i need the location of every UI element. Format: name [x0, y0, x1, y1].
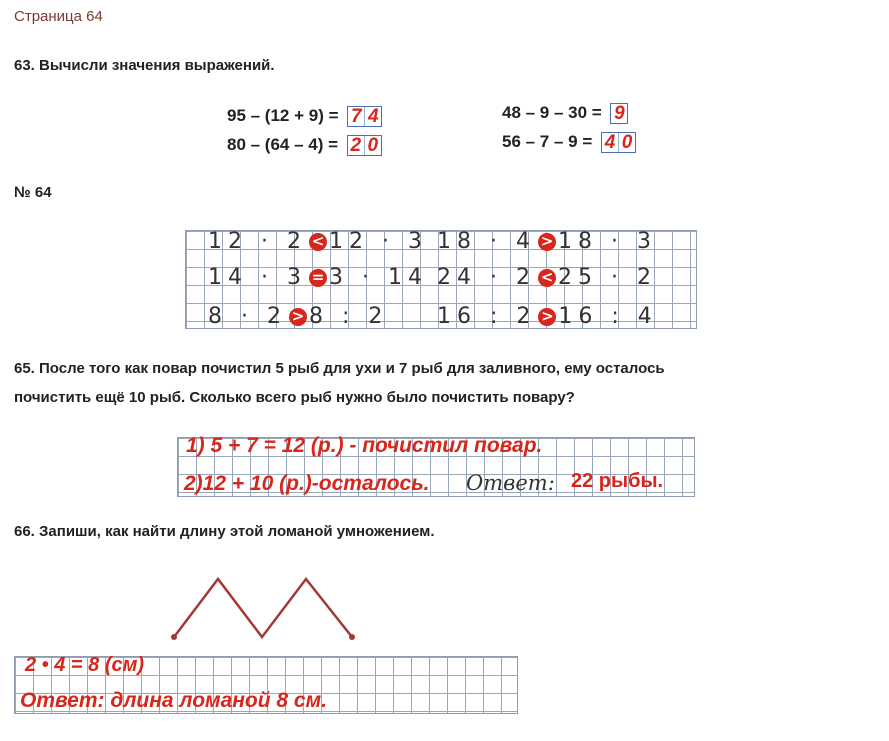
comparison-sign: <: [538, 269, 556, 287]
answer-digit: 0: [621, 132, 633, 154]
endpoint-dot: [171, 634, 177, 640]
endpoint-dot: [349, 634, 355, 640]
comparison-sign: >: [538, 233, 556, 251]
task-66-title: 66. Запиши, как найти длину этой ломаной умножением.: [14, 523, 435, 540]
operand: 8 · 2: [208, 304, 287, 329]
operand: 14 · 3: [208, 265, 307, 290]
task-64-title: № 64: [14, 184, 52, 201]
answer-digit: 4: [367, 106, 379, 128]
expression-text: 95 – (12 + 9) =: [227, 106, 339, 125]
answer-digit: 4: [602, 133, 619, 152]
operand: 8 : 2: [308, 304, 389, 329]
operand: 16 : 4: [558, 304, 658, 329]
comparison-sign: =: [309, 269, 327, 287]
operand: 25 · 2: [557, 265, 657, 290]
operand: 18 · 3: [557, 229, 657, 254]
expression-text: 80 – (64 – 4) =: [227, 135, 339, 154]
operand: 18 · 4: [437, 229, 536, 254]
solution-line-2: 2)12 + 10 (р.)-осталось.: [184, 472, 430, 495]
operand: 16 : 2: [437, 304, 537, 329]
task-63-title: 63. Вычисли значения выражений.: [14, 57, 275, 74]
expression-text: 56 – 7 – 9 =: [502, 132, 593, 151]
answer-word: Ответ:: [466, 471, 555, 495]
task-65-title-line-1: 65. После того как повар почистил 5 рыб для ухи и 7 рыб для заливного, ему осталось: [14, 360, 665, 377]
page-title: Страница 64: [14, 8, 103, 25]
task-65-title-line-2: почистить ещё 10 рыб. Сколько всего рыб нужно было почистить повару?: [14, 389, 575, 406]
expression-text: 48 – 9 – 30 =: [502, 103, 602, 122]
comparison-sign: <: [309, 233, 327, 251]
operand: 3 · 14: [328, 265, 428, 290]
operand: 12 · 3: [328, 229, 428, 254]
answer-digit: 7: [348, 107, 365, 126]
answer-digit: 9: [614, 103, 625, 125]
solution-line-1: 2 • 4 = 8 (см): [25, 654, 145, 676]
comparison-sign: >: [289, 308, 307, 326]
comparison-sign: >: [538, 308, 556, 326]
solution-line-1: 1) 5 + 7 = 12 (р.) - почистил повар.: [186, 434, 543, 457]
operand: 24 · 2: [437, 265, 536, 290]
answer-digit: 0: [367, 135, 379, 157]
broken-line: [174, 579, 352, 637]
answer-value: 22 рыбы.: [571, 470, 664, 492]
answer-digit: 2: [348, 136, 365, 155]
operand: 12 · 2: [208, 229, 307, 254]
solution-line-2: Ответ: длина ломаной 8 см.: [20, 689, 327, 712]
